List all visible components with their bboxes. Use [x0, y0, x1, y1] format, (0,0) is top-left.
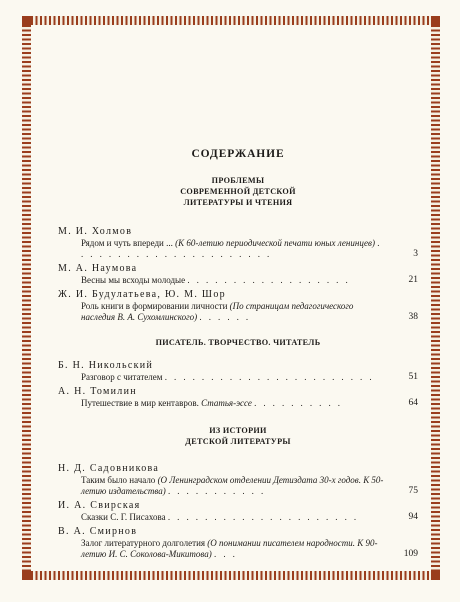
entry-author: М. И. Холмов — [58, 226, 133, 237]
entry-title: Рядом и чуть впереди ... — [81, 238, 173, 248]
toc-entry[interactable] — [58, 386, 418, 409]
ornamental-border-bottom — [22, 571, 440, 580]
dot-leader: . . . . . . . . . . . . . . . . . . . . . — [167, 512, 359, 522]
dot-leader: . . . . . . . . . . . — [167, 486, 266, 496]
toc-entry[interactable] — [58, 263, 418, 286]
entry-note: (О понимании писателем народности. К 90-летию И. С. Соколова-Микитова) — [81, 538, 378, 559]
entry-work — [58, 238, 418, 260]
border-corner — [22, 16, 31, 25]
ornamental-border-right — [431, 16, 440, 580]
border-corner — [431, 16, 440, 25]
toc-entry[interactable] — [58, 500, 418, 523]
entry-work — [58, 475, 418, 497]
section-heading-line: ДЕТСКОЙ ЛИТЕРАТУРЫ — [185, 437, 291, 446]
dot-leader: . . . . . . . . . . . . . . . . . . — [187, 275, 351, 285]
dot-leader: . . . . . . . . . . . . . . . . . . . . . . — [81, 238, 382, 259]
section-heading — [58, 337, 418, 348]
entry-author: Б. Н. Никольский — [58, 360, 154, 371]
entry-page-number: 109 — [403, 549, 418, 559]
dot-leader: . . . — [214, 549, 238, 559]
toc-entry[interactable] — [58, 289, 418, 323]
entry-page-number: 64 — [408, 398, 418, 408]
entry-page-number: 51 — [408, 372, 418, 382]
entry-author: Н. Д. Садовникова — [58, 463, 160, 474]
entry-page-number: 21 — [408, 275, 418, 285]
border-corner — [22, 571, 31, 580]
entry-page-number: 3 — [413, 249, 418, 259]
entry-work — [58, 398, 418, 409]
entry-author: Ж. И. Будулатьева, Ю. М. Шор — [58, 289, 226, 300]
entry-author: М. А. Наумова — [58, 263, 138, 274]
section-heading-line: ПИСАТЕЛЬ. ТВОРЧЕСТВО. ЧИТАТЕЛЬ — [155, 338, 321, 347]
entry-note: (По страницам педагогического наследия В. А. Сухомлинского) — [81, 301, 354, 322]
entry-title: Разговор с читателем — [81, 372, 163, 382]
entry-page-number: 94 — [408, 512, 418, 522]
entry-work — [58, 301, 418, 323]
entry-work — [58, 512, 418, 523]
entry-page-number: 38 — [408, 312, 418, 322]
entry-title: Весны мы всходы молодые — [81, 275, 186, 285]
entry-author: А. Н. Томилин — [58, 386, 137, 397]
entry-work — [58, 538, 418, 560]
entry-note: (К 60-летию периодической печати юных ленинцев) — [175, 238, 375, 248]
entry-note: (О Ленинградском отделении Детиздата 30-х годов. К 50-летию издательства) — [81, 475, 384, 496]
toc-entry[interactable] — [58, 463, 418, 497]
entry-title: Таким было начало — [81, 475, 156, 485]
toc-title: СОДЕРЖАНИЕ — [191, 148, 285, 160]
entry-title: Путешествие в мир кентавров. — [81, 398, 199, 408]
entry-note: Статья-эссе — [201, 398, 252, 408]
toc-entry[interactable] — [58, 360, 418, 383]
dot-leader: . . . . . . — [199, 312, 251, 322]
dot-leader: . . . . . . . . . . — [254, 398, 343, 408]
table-of-contents — [58, 148, 418, 563]
toc-entry[interactable] — [58, 526, 418, 560]
section-heading-line: ПРОБЛЕМЫ — [211, 176, 265, 185]
entry-title: Залог литературного долголетия — [81, 538, 206, 548]
entry-work — [58, 275, 418, 286]
entry-page-number: 75 — [408, 486, 418, 496]
section-heading — [58, 425, 418, 447]
entry-work — [58, 372, 418, 383]
entry-title: Сказки С. Г. Писахова — [81, 512, 166, 522]
section-heading-line: ЛИТЕРАТУРЫ И ЧТЕНИЯ — [183, 198, 293, 207]
entry-author: И. А. Свирская — [58, 500, 141, 511]
section-heading — [58, 175, 418, 208]
dot-leader: . . . . . . . . . . . . . . . . . . . . . . . — [164, 372, 374, 382]
ornamental-border-top — [22, 16, 440, 25]
section-heading-line: ИЗ ИСТОРИИ — [209, 426, 267, 435]
entry-author: В. А. Смирнов — [58, 526, 138, 537]
toc-entry[interactable] — [58, 226, 418, 260]
ornamental-border-left — [22, 16, 31, 580]
border-corner — [431, 571, 440, 580]
section-heading-line: СОВРЕМЕННОЙ ДЕТСКОЙ — [180, 187, 296, 196]
entry-title: Роль книги в формировании личности — [81, 301, 228, 311]
